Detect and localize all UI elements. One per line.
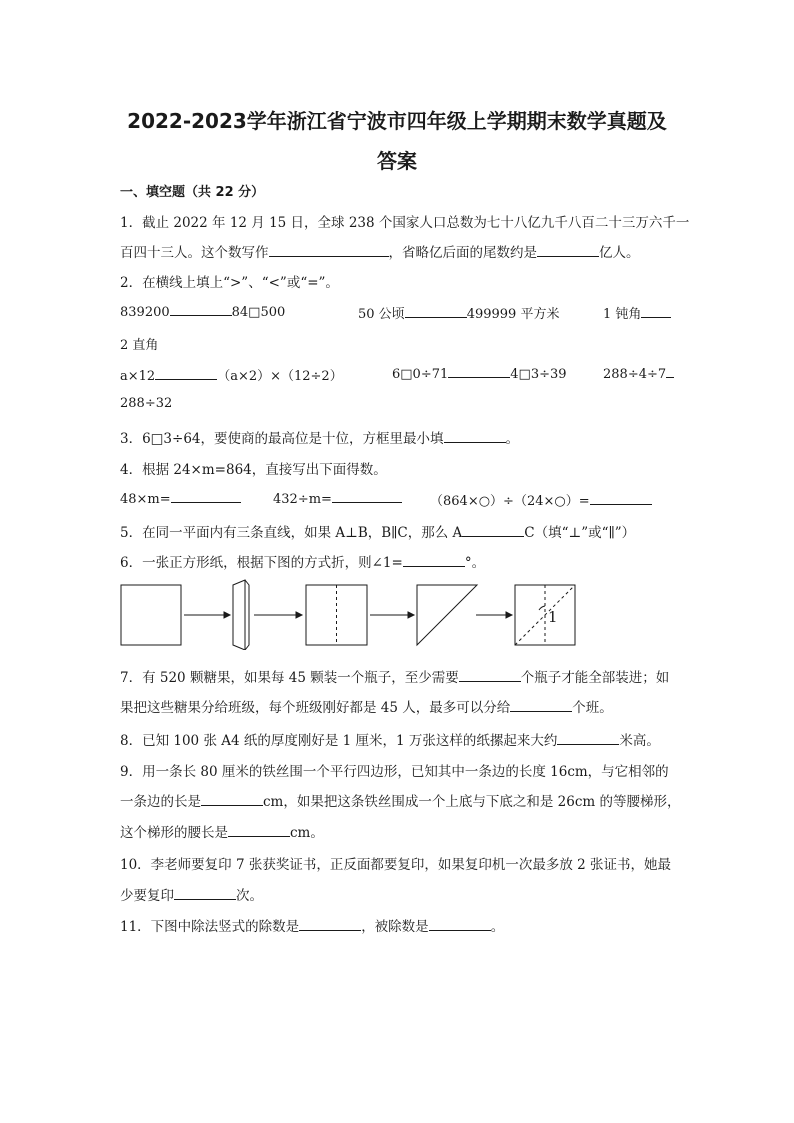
q2-item-6-right: 288÷32 [120,396,173,411]
q10-line-2 [120,884,263,904]
q4-item-3-text: （864×○）÷（24×○）= [430,494,590,509]
q3-text: 3．6□3÷64，要使商的最高位是十位，方框里最小填 [120,431,444,447]
angle-1-arc [539,606,545,610]
q2-item-5-left: 6□0÷71 [392,367,449,382]
q6-end: °。 [464,555,486,571]
q11-text-b: ，被除数是 [361,919,429,935]
q4-blank-1[interactable] [171,490,241,503]
folded-paper-step-2-edge [245,580,249,650]
q4-item-1-text: 48×m= [120,492,171,507]
q9-line-2 [120,790,680,810]
q4-blank-3[interactable] [590,492,652,505]
q3 [120,427,519,447]
arrow-1-head [224,612,230,618]
q8-answer-blank[interactable] [557,732,619,745]
square-paper-step-1 [121,585,181,645]
q5-text-b: C（填“⊥”或“∥”） [524,525,636,541]
arrow-2-head [296,612,302,618]
q7-answer-blank-2[interactable] [510,699,572,712]
q1-answer-blank-2[interactable] [537,244,599,257]
q2-item-3-left: 1 钝角 [603,307,642,322]
q2-blank-6[interactable] [666,365,674,378]
q2-blank-1[interactable] [170,303,232,316]
q2-blank-2[interactable] [405,305,467,318]
q4-item-1 [120,490,241,507]
q11-answer-blank-1[interactable] [299,918,361,931]
q7-line-1 [120,666,669,686]
q1-text-c: 亿人。 [599,245,640,261]
q9-answer-blank-1[interactable] [201,793,263,806]
q9-text-d: cm。 [290,825,324,841]
q2-item-4-left: a×12 [120,369,156,384]
q2-blank-3[interactable] [641,305,671,318]
angle-1-label: 1 [548,608,558,626]
section-heading: 一、填空题（共 22 分） [120,185,265,200]
q2-item-6-left: 288÷4÷7 [603,367,667,382]
document-title-line-2: 答案 [377,149,417,173]
q2-blank-4[interactable] [155,367,217,380]
q2-item-6 [603,365,674,382]
q10-text: 少要复印 [120,888,174,904]
q7-text-c: 果把这些糖果分给班级，每个班级刚好都是 45 人，最多可以分给 [120,700,511,716]
q2-item-1-left: 839200 [120,305,170,320]
arrow-3-head [408,612,414,618]
document-title-line-1: 2022-2023学年浙江省宁波市四年级上学期期末数学真题及 [127,109,667,133]
paper-folding-diagram [118,578,578,650]
q11-text-a: 11．下图中除法竖式的除数是 [120,919,300,935]
q4-item-2-text: 432÷m= [273,492,332,507]
q2-item-1-right: 84□500 [231,305,286,320]
q2-item-3 [603,303,671,322]
q11 [120,915,504,935]
q8-text: 8．已知 100 张 A4 纸的厚度刚好是 1 厘米，1 万张这样的纸摞起来大约 [120,733,558,749]
q2-item-1 [120,303,285,320]
q1-text-a: 百四十三人。这个数写作 [120,245,269,261]
q11-answer-blank-2[interactable] [429,918,491,931]
q9-answer-blank-2[interactable] [228,824,290,837]
q1-text-b: ，省略亿后面的尾数约是 [388,245,537,261]
q2-item-3-right: 2 直角 [120,338,159,353]
q10-line-1: 10．李老师要复印 7 张获奖证书，正反面都要复印，如果复印机一次最多放 2 张证书，她最 [120,857,672,873]
q2-item-2 [358,303,559,322]
q7-text-a: 7．有 520 颗糖果，如果每 45 颗装一个瓶子，至少需要 [120,670,459,686]
q9-line-1: 9．用一条长 80 厘米的铁丝围一个平行四边形，已知其中一条边的长度 16cm，与它相邻的 [120,764,669,780]
q4-item-2 [273,490,402,507]
q9-text-b: cm，如果把这条铁丝围成一个上底与下底之和是 26cm 的等腰梯形， [263,794,681,810]
q7-line-2 [120,696,613,716]
q1-line-1: 1．截止 2022 年 12 月 15 日，全球 238 个国家人口总数为七十八亿九千八百二十三万六千一 [120,215,690,231]
triangle-fold-step-4 [417,585,477,645]
q3-end: 。 [505,431,520,447]
q6-text: 6．一张正方形纸，根据下图的方式折，则∠1= [120,555,403,571]
q7-answer-blank-1[interactable] [459,669,521,682]
q2-item-5-right: 4□3÷39 [510,367,567,382]
q2-blank-5[interactable] [448,365,510,378]
q2-stem: 2．在横线上填上“>”、“<”或“=”。 [120,275,339,291]
q5 [120,521,635,541]
q10-end: 次。 [236,888,263,904]
q2-item-2-left: 50 公顷 [358,307,405,322]
q5-answer-blank[interactable] [462,524,524,537]
q6 [120,551,485,571]
q7-text-d: 个班。 [572,700,613,716]
q9-line-3 [120,821,324,841]
folded-paper-step-2 [233,580,245,650]
q3-answer-blank[interactable] [444,430,506,443]
arrow-4-head [506,612,512,618]
q2-item-4 [120,365,343,384]
q2-item-2-right: 499999 平方米 [466,307,560,322]
q5-text-a: 5．在同一平面内有三条直线，如果 A⊥B，B∥C，那么 A [120,525,463,541]
q1-answer-blank-1[interactable] [269,244,389,257]
q8-end: 米高。 [619,733,660,749]
q4-item-3 [430,490,652,509]
q4-stem: 4．根据 24×m=864，直接写出下面得数。 [120,462,387,478]
q7-text-b: 个瓶子才能全部装进；如 [520,670,670,686]
q9-text-a: 一条边的长是 [120,794,201,810]
q10-answer-blank[interactable] [174,887,236,900]
q11-end: 。 [490,919,505,935]
q9-text-c: 这个梯形的腰长是 [120,825,228,841]
q6-answer-blank[interactable] [403,554,465,567]
q1-line-2 [120,241,640,261]
q2-item-5 [392,365,567,382]
q2-item-4-right: （a×2）×（12÷2） [217,369,343,384]
q4-blank-2[interactable] [332,490,402,503]
q8 [120,729,660,749]
